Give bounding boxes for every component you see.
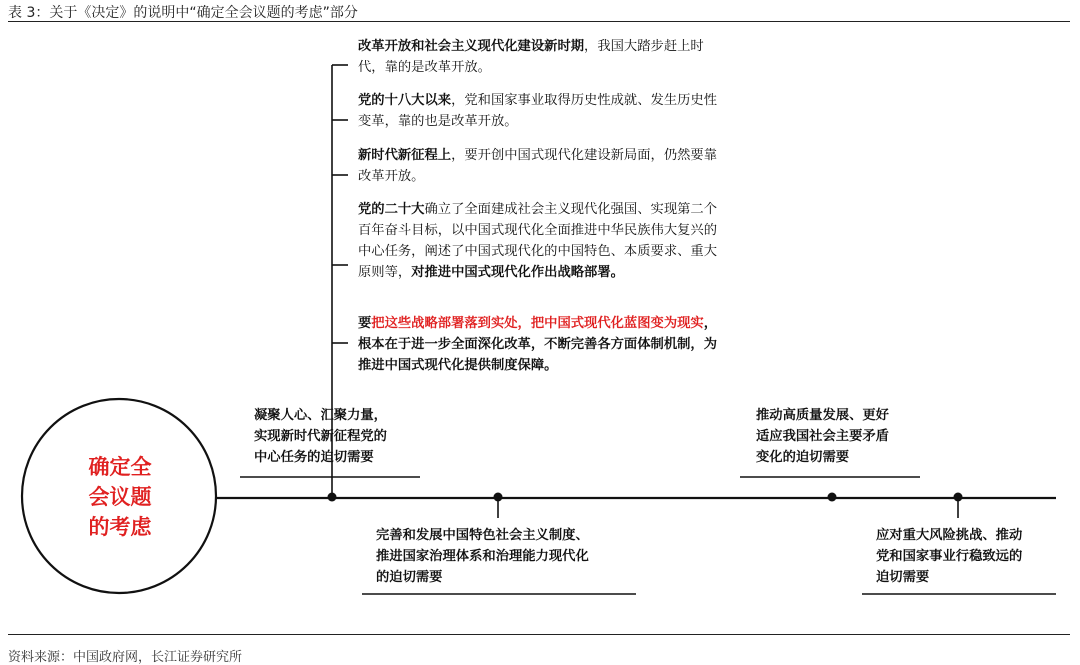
table-caption: 表 3：关于《决定》的说明中“确定全会议题的考虑”部分 [8,5,358,21]
need-1-line-1: 凝聚人心、汇聚力量， [254,408,387,423]
need-4-line-2: 党和国家事业行稳致远的 [876,549,1023,564]
context-block-2 [358,90,718,132]
center-line-3: 的考虑 [88,515,152,539]
context-block-4 [358,199,718,283]
need-label-3 [756,405,889,468]
need-3-line-3: 变化的迫切需要 [756,450,850,465]
block-3-text: ，要开创中国式现代化建设新局面，仍然要靠改革开放。 [358,148,718,184]
node-3 [828,493,837,502]
block-1-text: ，我国大踏步赶上时代，靠的是改革开放。 [358,39,704,75]
block-4-text: 确立了全面建成社会主义现代化强国、实现第二个百年奋斗目标，以中国式现代化全面推进中华民族伟大复兴的中心任务，阐述了中国式现代化的中国特色、本质要求、重大原则等， [358,202,718,280]
block-2-bold: 党的十八大以来 [358,93,452,108]
center-title [40,452,200,542]
need-label-4 [876,525,1022,588]
block-5-highlight: 把这些战略部署落到实处，把中国式现代化蓝图变为现实 [371,316,704,331]
node-1 [328,493,337,502]
need-label-2 [376,525,589,588]
block-3-bold: 新时代新征程上 [358,148,452,163]
block-1-bold: 改革开放和社会主义现代化建设新时期 [358,39,585,54]
center-line-2: 会议题 [88,485,152,509]
block-4-bold: 党的二十大 [358,202,425,217]
need-2-line-1: 完善和发展中国特色社会主义制度、 [376,528,589,543]
need-4-line-1: 应对重大风险挑战、推动 [876,528,1023,543]
context-block-1 [358,36,718,78]
block-4-bold-end: 对推进中国式现代化作出战略部署。 [411,265,624,280]
need-1-line-3: 中心任务的迫切需要 [254,450,374,465]
need-4-line-3: 迫切需要 [876,570,930,585]
block-2-text: ，党和国家事业取得历史性成就、发生历史性变革，靠的也是改革开放。 [358,93,718,129]
need-label-1 [254,405,387,468]
block-5-pre: 要 [358,316,372,331]
block-5-bold: ，根本在于进一步全面深化改革，不断完善各方面体制机制，为推进中国式现代化提供制度保障。 [358,316,718,373]
source-note: 资料来源：中国政府网，长江证券研究所 [8,650,243,665]
need-2-line-3: 的迫切需要 [376,570,443,585]
context-block-3 [358,145,718,187]
center-line-1: 确定全 [88,455,152,479]
context-block-5 [358,313,718,376]
need-2-line-2: 推进国家治理体系和治理能力现代化 [376,549,589,564]
need-3-line-1: 推动高质量发展、更好 [756,408,889,423]
need-1-line-2: 实现新时代新征程党的 [254,429,387,444]
bottom-rule [8,634,1070,635]
need-3-line-2: 适应我国社会主要矛盾 [756,429,889,444]
